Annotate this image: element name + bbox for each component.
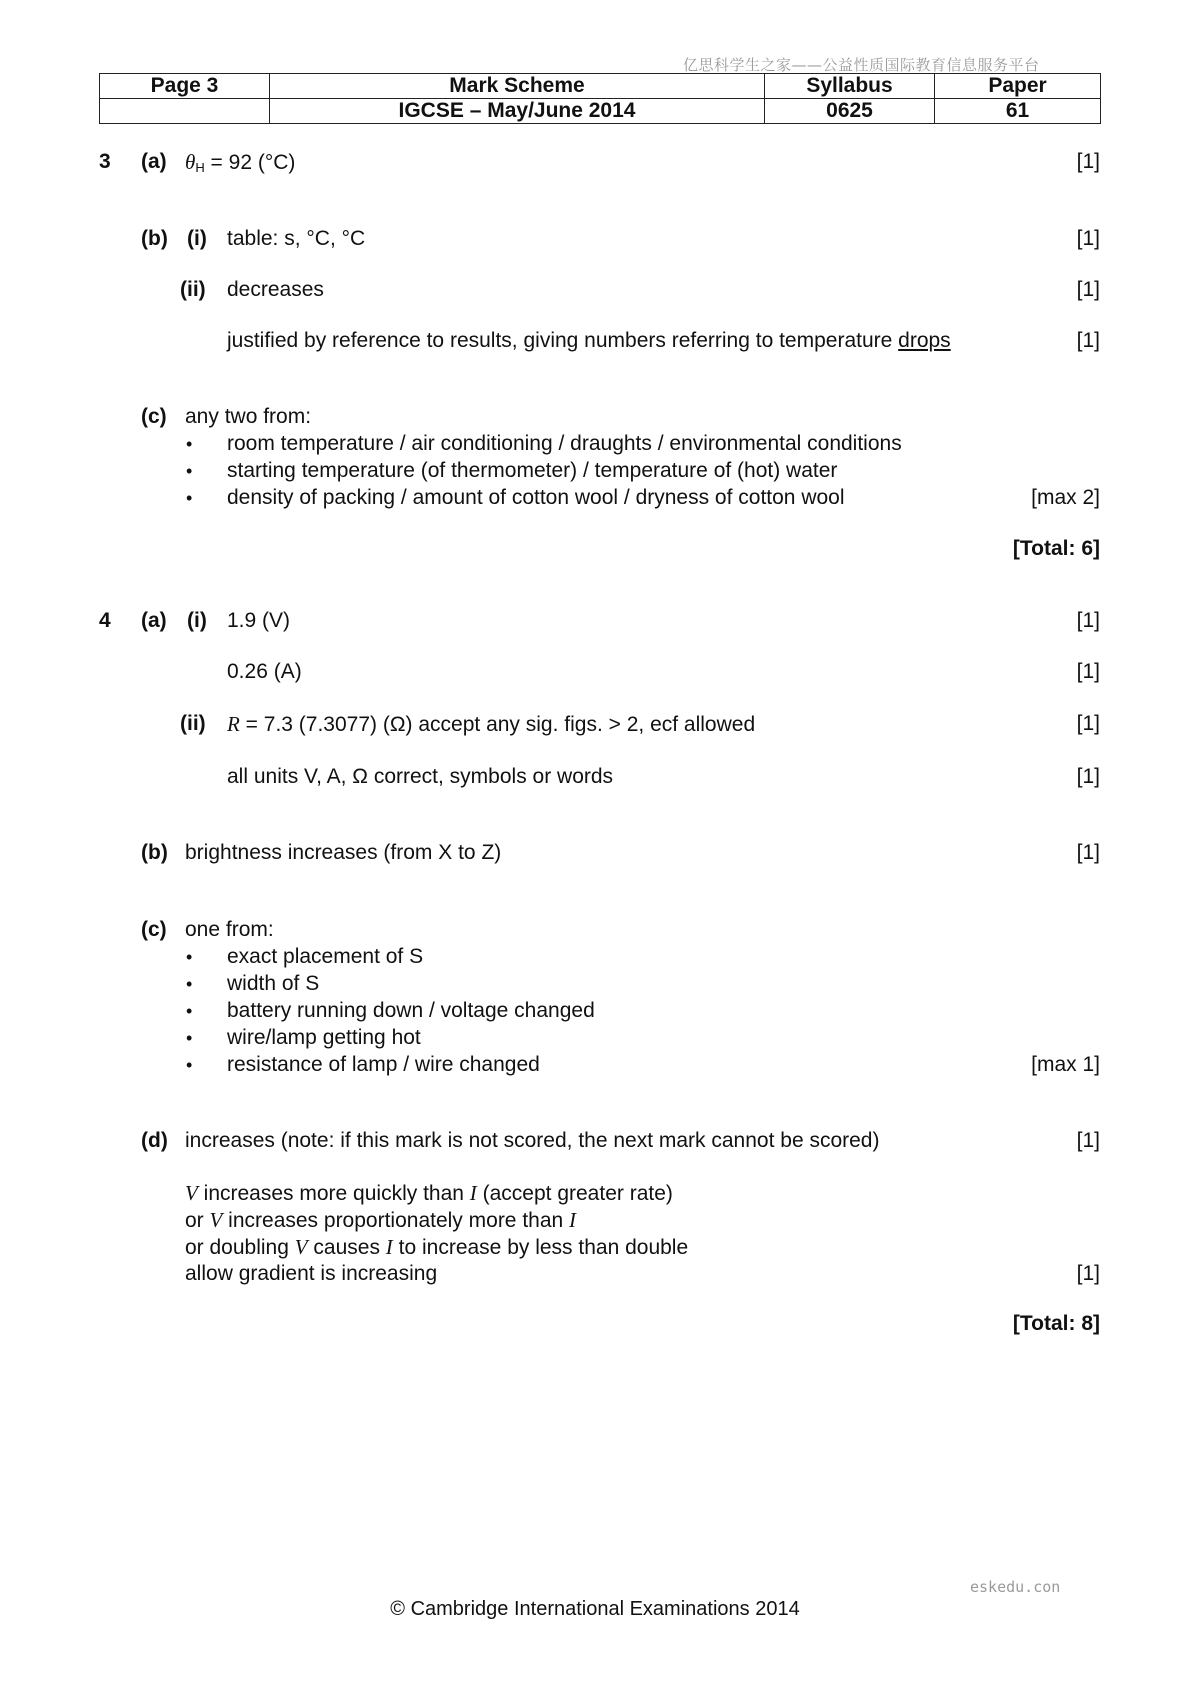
- voltage-symbol: V: [294, 1235, 308, 1259]
- q4d-line-2-text-b: increases proportionately more than: [222, 1209, 570, 1232]
- q4d-line-1-text-a: increases more quickly than: [197, 1182, 470, 1205]
- bullet-icon: •: [186, 434, 193, 454]
- q4c-bullet-5: resistance of lamp / wire changed: [227, 1053, 540, 1076]
- q4aii-label: (ii): [180, 712, 206, 735]
- bullet-icon: •: [186, 488, 193, 508]
- header-page: Page 3: [100, 74, 270, 99]
- q4aii-units: all units V, A, Ω correct, symbols or words: [227, 765, 614, 788]
- header-empty: [100, 99, 270, 124]
- current-symbol: I: [469, 1181, 477, 1205]
- q4d-line-1-text-b: (accept greater rate): [476, 1182, 673, 1205]
- q4-number: 4: [99, 609, 111, 632]
- voltage-symbol: V: [209, 1208, 223, 1232]
- q3bii-underlined-word: drops: [898, 329, 951, 352]
- theta-symbol: θ: [185, 150, 196, 174]
- q3bii-mark: [1]: [1076, 278, 1100, 301]
- q4d-line-3: [185, 1234, 688, 1261]
- header-paper-number: 61: [935, 99, 1101, 124]
- q4ai-label: (i): [187, 609, 207, 632]
- footer-copyright: © Cambridge International Examinations 2014: [390, 1598, 800, 1620]
- q3c-bullet-3: density of packing / amount of cotton wool / dryness of cotton wool: [227, 486, 845, 509]
- q4ai-mark-2: [1]: [1076, 660, 1100, 683]
- q4b-mark: [1]: [1076, 841, 1100, 864]
- q4ai-answer-1: 1.9 (V): [227, 609, 291, 632]
- q4c-intro: one from:: [185, 918, 274, 941]
- current-symbol: I: [385, 1235, 393, 1259]
- q3c-label: (c): [141, 405, 167, 428]
- q4d-line-2-text-a: or: [185, 1209, 210, 1232]
- header-syllabus-label: Syllabus: [765, 74, 935, 99]
- bullet-icon: •: [186, 1001, 193, 1021]
- q3bii-label: (ii): [180, 278, 206, 301]
- theta-subscript: H: [195, 160, 205, 175]
- q4d-line-3-text-a: or doubling: [185, 1236, 295, 1259]
- q4d-answer: increases (note: if this mark is not scored, the next mark cannot be scored): [185, 1129, 880, 1152]
- voltage-symbol: V: [185, 1181, 198, 1205]
- q3bii-justification-text: justified by reference to results, giving numbers referring to temperature: [227, 329, 899, 352]
- q3bi-label: (i): [187, 227, 207, 250]
- q4aii-text: = 7.3 (7.3077) (Ω) accept any sig. figs. > 2, ecf allowed: [239, 713, 756, 736]
- q4d-mark-2: [1]: [1076, 1262, 1100, 1285]
- q3c-mark: [max 2]: [1031, 486, 1100, 509]
- watermark-bottom: eskedu.con: [970, 1578, 1061, 1596]
- header-table: [99, 73, 1101, 124]
- q3-number: 3: [99, 150, 111, 173]
- q3bii-answer: decreases: [227, 278, 324, 301]
- bullet-icon: •: [186, 461, 193, 481]
- q4d-line-3-text-b: causes: [307, 1236, 386, 1259]
- q3a-answer: [185, 149, 295, 181]
- q4d-line-3-text-c: to increase by less than double: [392, 1236, 689, 1259]
- header-syllabus-code: 0625: [765, 99, 935, 124]
- header-exam: IGCSE – May/June 2014: [270, 99, 765, 124]
- q3b-label: (b): [141, 227, 168, 250]
- current-symbol: I: [569, 1208, 577, 1232]
- q4c-bullet-4: wire/lamp getting hot: [227, 1026, 421, 1049]
- q4c-mark: [max 1]: [1031, 1053, 1100, 1076]
- q4b-answer: brightness increases (from X to Z): [185, 841, 502, 864]
- q4d-label: (d): [141, 1129, 168, 1152]
- q4ai-mark-1: [1]: [1076, 609, 1100, 632]
- q3bi-answer: table: s, °C, °C: [227, 227, 366, 250]
- header-row-2: [100, 99, 1101, 124]
- q4c-bullet-2: width of S: [227, 972, 320, 995]
- q4aii-answer: [227, 711, 755, 738]
- q3c-intro: any two from:: [185, 405, 312, 428]
- q4d-line-1: [185, 1180, 673, 1207]
- q4aii-mark: [1]: [1076, 712, 1100, 735]
- q3a-label: (a): [141, 150, 167, 173]
- header-row-1: [100, 74, 1101, 99]
- bullet-icon: •: [186, 1055, 193, 1075]
- q4aii-units-mark: [1]: [1076, 765, 1100, 788]
- q4a-label: (a): [141, 609, 167, 632]
- resistance-symbol: R: [227, 712, 240, 736]
- q4ai-answer-2: 0.26 (A): [227, 660, 302, 683]
- q3c-bullet-1: room temperature / air conditioning / draughts / environmental conditions: [227, 432, 902, 455]
- bullet-icon: •: [186, 947, 193, 967]
- q4d-mark: [1]: [1076, 1129, 1100, 1152]
- q3bii-justification-mark: [1]: [1076, 329, 1100, 352]
- bullet-icon: •: [186, 974, 193, 994]
- q4c-bullet-3: battery running down / voltage changed: [227, 999, 595, 1022]
- q4c-bullet-1: exact placement of S: [227, 945, 424, 968]
- header-paper-label: Paper: [935, 74, 1101, 99]
- q4d-line-4: allow gradient is increasing: [185, 1262, 438, 1285]
- q4-total: [Total: 8]: [1012, 1312, 1100, 1335]
- q4c-label: (c): [141, 918, 167, 941]
- header-title: Mark Scheme: [270, 74, 765, 99]
- q4d-line-2: [185, 1207, 576, 1234]
- q3bi-mark: [1]: [1076, 227, 1100, 250]
- q3-total: [Total: 6]: [1012, 537, 1100, 560]
- q3a-mark: [1]: [1076, 150, 1100, 173]
- q4b-label: (b): [141, 841, 168, 864]
- q3bii-justification: [227, 328, 951, 354]
- bullet-icon: •: [186, 1028, 193, 1048]
- q3a-text: = 92 (°C): [204, 151, 296, 174]
- watermark-top: 亿思科学生之家——公益性质国际教育信息服务平台: [683, 56, 1040, 74]
- q3c-bullet-2: starting temperature (of thermometer) / temperature of (hot) water: [227, 459, 838, 482]
